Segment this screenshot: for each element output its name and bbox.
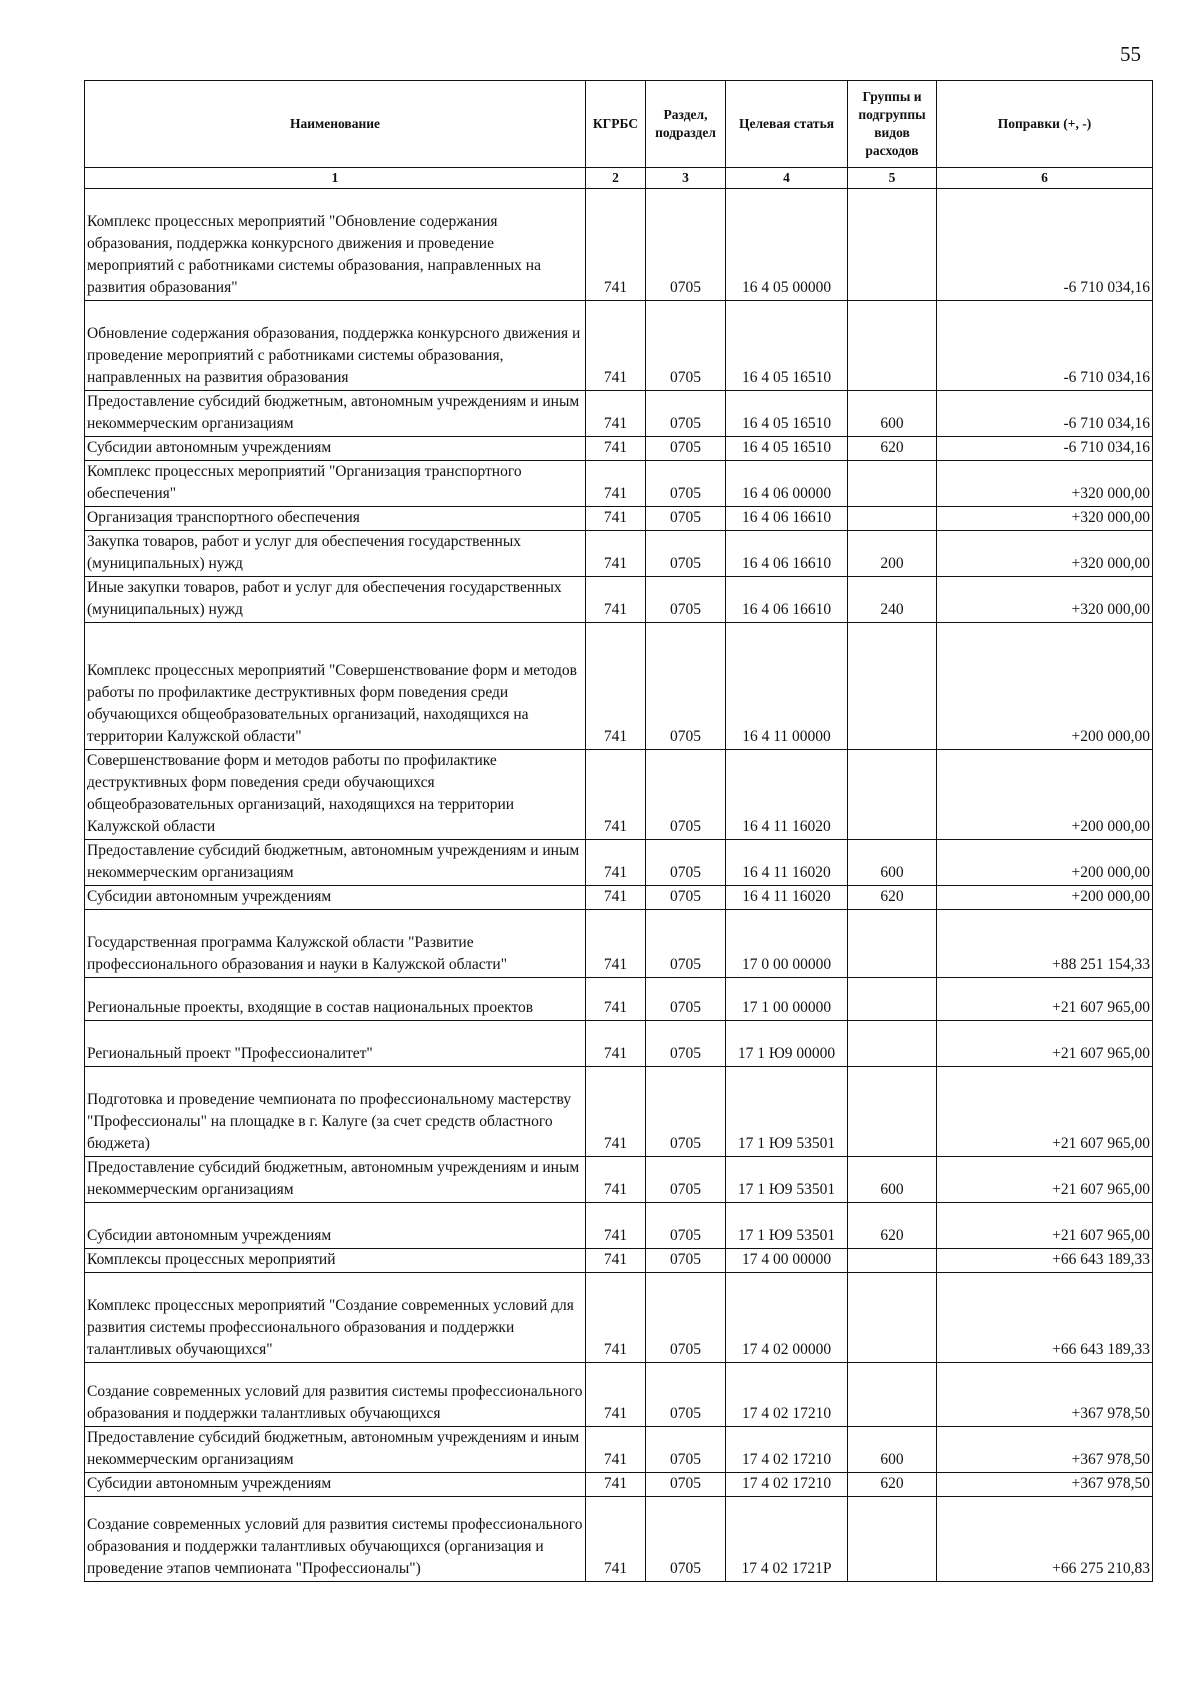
row-target-article: 16 4 11 00000 bbox=[726, 623, 848, 750]
table-row bbox=[85, 1363, 1153, 1427]
row-expense-group bbox=[848, 1249, 937, 1273]
row-kgrbs: 741 bbox=[586, 750, 646, 840]
row-kgrbs: 741 bbox=[586, 910, 646, 978]
row-section: 0705 bbox=[646, 750, 726, 840]
row-amendment-amount: +21 607 965,00 bbox=[937, 1203, 1153, 1249]
table-row bbox=[85, 577, 1153, 623]
row-kgrbs: 741 bbox=[586, 886, 646, 910]
row-name: Подготовка и проведение чемпионата по профессиональному мастерству "Профессионалы" на площадке в г. Калуге (за счет средств областного бюджета) bbox=[85, 1067, 586, 1157]
row-kgrbs: 741 bbox=[586, 437, 646, 461]
row-kgrbs: 741 bbox=[586, 1249, 646, 1273]
row-name: Предоставление субсидий бюджетным, автономным учреждениям и иным некоммерческим организациям bbox=[85, 1157, 586, 1203]
row-section: 0705 bbox=[646, 1157, 726, 1203]
row-expense-group bbox=[848, 301, 937, 391]
row-kgrbs: 741 bbox=[586, 978, 646, 1021]
row-amendment-amount: +320 000,00 bbox=[937, 461, 1153, 507]
row-name: Предоставление субсидий бюджетным, автономным учреждениям и иным некоммерческим организациям bbox=[85, 391, 586, 437]
row-kgrbs: 741 bbox=[586, 1067, 646, 1157]
row-section: 0705 bbox=[646, 1427, 726, 1473]
row-expense-group bbox=[848, 1363, 937, 1427]
row-section: 0705 bbox=[646, 461, 726, 507]
header-target: Целевая статья bbox=[726, 81, 848, 168]
row-name: Создание современных условий для развития системы профессионального образования и поддержки талантливых обучающихся bbox=[85, 1363, 586, 1427]
row-expense-group bbox=[848, 750, 937, 840]
table-row bbox=[85, 978, 1153, 1021]
row-amendment-amount: +88 251 154,33 bbox=[937, 910, 1153, 978]
row-target-article: 17 4 02 17210 bbox=[726, 1427, 848, 1473]
row-amendment-amount: +66 643 189,33 bbox=[937, 1273, 1153, 1363]
row-name: Комплекс процессных мероприятий "Обновление содержания образования, поддержка конкурсного движения и проведение мероприятий с работниками системы образования, направленных на развития образования" bbox=[85, 189, 586, 301]
header-groups: Группы и подгруппы видов расходов bbox=[848, 81, 937, 168]
row-amendment-amount: +367 978,50 bbox=[937, 1473, 1153, 1497]
row-kgrbs: 741 bbox=[586, 1021, 646, 1067]
row-expense-group bbox=[848, 1497, 937, 1582]
row-name: Организация транспортного обеспечения bbox=[85, 507, 586, 531]
header-kgrbs: КГРБС bbox=[586, 81, 646, 168]
row-section: 0705 bbox=[646, 910, 726, 978]
row-amendment-amount: -6 710 034,16 bbox=[937, 437, 1153, 461]
table-row bbox=[85, 910, 1153, 978]
row-section: 0705 bbox=[646, 1249, 726, 1273]
row-target-article: 17 1 Ю9 53501 bbox=[726, 1067, 848, 1157]
row-amendment-amount: +320 000,00 bbox=[937, 531, 1153, 577]
row-target-article: 17 4 02 17210 bbox=[726, 1363, 848, 1427]
table-row bbox=[85, 840, 1153, 886]
column-number: 2 bbox=[586, 168, 646, 189]
table-row bbox=[85, 437, 1153, 461]
row-amendment-amount: +66 643 189,33 bbox=[937, 1249, 1153, 1273]
row-amendment-amount: +200 000,00 bbox=[937, 623, 1153, 750]
row-target-article: 17 0 00 00000 bbox=[726, 910, 848, 978]
row-section: 0705 bbox=[646, 1363, 726, 1427]
row-kgrbs: 741 bbox=[586, 1363, 646, 1427]
row-target-article: 16 4 11 16020 bbox=[726, 840, 848, 886]
row-expense-group: 600 bbox=[848, 1427, 937, 1473]
row-amendment-amount: +200 000,00 bbox=[937, 886, 1153, 910]
row-expense-group: 240 bbox=[848, 577, 937, 623]
header-section: Раздел, подраздел bbox=[646, 81, 726, 168]
row-kgrbs: 741 bbox=[586, 391, 646, 437]
row-amendment-amount: +200 000,00 bbox=[937, 840, 1153, 886]
row-expense-group: 600 bbox=[848, 391, 937, 437]
row-target-article: 16 4 05 00000 bbox=[726, 189, 848, 301]
row-kgrbs: 741 bbox=[586, 1427, 646, 1473]
row-expense-group bbox=[848, 910, 937, 978]
row-name: Иные закупки товаров, работ и услуг для обеспечения государственных (муниципальных) нужд bbox=[85, 577, 586, 623]
row-target-article: 16 4 06 16610 bbox=[726, 507, 848, 531]
row-amendment-amount: +320 000,00 bbox=[937, 507, 1153, 531]
row-target-article: 16 4 06 00000 bbox=[726, 461, 848, 507]
row-amendment-amount: +21 607 965,00 bbox=[937, 1021, 1153, 1067]
row-target-article: 16 4 05 16510 bbox=[726, 391, 848, 437]
table-row bbox=[85, 1249, 1153, 1273]
row-target-article: 16 4 05 16510 bbox=[726, 301, 848, 391]
row-section: 0705 bbox=[646, 437, 726, 461]
row-amendment-amount: +21 607 965,00 bbox=[937, 1067, 1153, 1157]
row-expense-group: 620 bbox=[848, 437, 937, 461]
row-expense-group: 200 bbox=[848, 531, 937, 577]
row-amendment-amount: -6 710 034,16 bbox=[937, 391, 1153, 437]
page-number: 55 bbox=[1120, 42, 1141, 66]
row-expense-group: 620 bbox=[848, 1473, 937, 1497]
row-name: Обновление содержания образования, поддержка конкурсного движения и проведение мероприятий с работниками системы образования, направленных на развития образования bbox=[85, 301, 586, 391]
row-name: Субсидии автономным учреждениям bbox=[85, 1473, 586, 1497]
row-section: 0705 bbox=[646, 886, 726, 910]
table-row bbox=[85, 886, 1153, 910]
row-name: Создание современных условий для развития системы профессионального образования и поддержки талантливых обучающихся (организация и проведение этапов чемпионата "Профессионалы") bbox=[85, 1497, 586, 1582]
row-amendment-amount: +66 275 210,83 bbox=[937, 1497, 1153, 1582]
row-name: Комплексы процессных мероприятий bbox=[85, 1249, 586, 1273]
table-row bbox=[85, 301, 1153, 391]
row-expense-group bbox=[848, 507, 937, 531]
column-number: 5 bbox=[848, 168, 937, 189]
row-expense-group: 600 bbox=[848, 840, 937, 886]
row-kgrbs: 741 bbox=[586, 623, 646, 750]
row-name: Комплекс процессных мероприятий "Создание современных условий для развития системы профессионального образования и поддержки талантливых обучающихся" bbox=[85, 1273, 586, 1363]
row-kgrbs: 741 bbox=[586, 1473, 646, 1497]
row-section: 0705 bbox=[646, 1021, 726, 1067]
column-number: 4 bbox=[726, 168, 848, 189]
row-amendment-amount: -6 710 034,16 bbox=[937, 189, 1153, 301]
row-section: 0705 bbox=[646, 1067, 726, 1157]
row-name: Государственная программа Калужской области "Развитие профессионального образования и науки в Калужской области" bbox=[85, 910, 586, 978]
row-kgrbs: 741 bbox=[586, 507, 646, 531]
row-name: Предоставление субсидий бюджетным, автономным учреждениям и иным некоммерческим организациям bbox=[85, 840, 586, 886]
row-name: Закупка товаров, работ и услуг для обеспечения государственных (муниципальных) нужд bbox=[85, 531, 586, 577]
table-row bbox=[85, 461, 1153, 507]
row-expense-group bbox=[848, 189, 937, 301]
row-kgrbs: 741 bbox=[586, 301, 646, 391]
row-amendment-amount: +200 000,00 bbox=[937, 750, 1153, 840]
table-row bbox=[85, 1067, 1153, 1157]
column-number-row bbox=[85, 168, 1153, 189]
row-name: Предоставление субсидий бюджетным, автономным учреждениям и иным некоммерческим организациям bbox=[85, 1427, 586, 1473]
column-number: 3 bbox=[646, 168, 726, 189]
row-kgrbs: 741 bbox=[586, 1497, 646, 1582]
row-section: 0705 bbox=[646, 189, 726, 301]
row-target-article: 17 1 00 00000 bbox=[726, 978, 848, 1021]
row-expense-group bbox=[848, 1273, 937, 1363]
row-amendment-amount: +367 978,50 bbox=[937, 1427, 1153, 1473]
row-name: Региональный проект "Профессионалитет" bbox=[85, 1021, 586, 1067]
row-name: Комплекс процессных мероприятий "Совершенствование форм и методов работы по профилактике деструктивных форм поведения среди обучающихся общеобразовательных организаций, находящихся на территории Калужской области" bbox=[85, 623, 586, 750]
row-section: 0705 bbox=[646, 1203, 726, 1249]
row-section: 0705 bbox=[646, 301, 726, 391]
row-name: Совершенствование форм и методов работы по профилактике деструктивных форм поведения среди обучающихся общеобразовательных организаций, находящихся на территории Калужской области bbox=[85, 750, 586, 840]
row-amendment-amount: +21 607 965,00 bbox=[937, 978, 1153, 1021]
row-kgrbs: 741 bbox=[586, 461, 646, 507]
table-row bbox=[85, 189, 1153, 301]
budget-amendments-table bbox=[84, 80, 1153, 1582]
row-target-article: 17 4 02 00000 bbox=[726, 1273, 848, 1363]
row-expense-group bbox=[848, 623, 937, 750]
row-target-article: 17 4 00 00000 bbox=[726, 1249, 848, 1273]
row-name: Субсидии автономным учреждениям bbox=[85, 886, 586, 910]
row-section: 0705 bbox=[646, 531, 726, 577]
row-kgrbs: 741 bbox=[586, 189, 646, 301]
row-name: Региональные проекты, входящие в состав национальных проектов bbox=[85, 978, 586, 1021]
row-target-article: 16 4 05 16510 bbox=[726, 437, 848, 461]
row-kgrbs: 741 bbox=[586, 1157, 646, 1203]
row-section: 0705 bbox=[646, 391, 726, 437]
row-target-article: 17 1 Ю9 00000 bbox=[726, 1021, 848, 1067]
header-amendments: Поправки (+, -) bbox=[937, 81, 1153, 168]
row-expense-group: 600 bbox=[848, 1157, 937, 1203]
row-amendment-amount: +21 607 965,00 bbox=[937, 1157, 1153, 1203]
table-row bbox=[85, 1427, 1153, 1473]
row-name: Комплекс процессных мероприятий "Организация транспортного обеспечения" bbox=[85, 461, 586, 507]
table-row bbox=[85, 1273, 1153, 1363]
table-row bbox=[85, 623, 1153, 750]
row-name: Субсидии автономным учреждениям bbox=[85, 1203, 586, 1249]
row-kgrbs: 741 bbox=[586, 577, 646, 623]
table-row bbox=[85, 531, 1153, 577]
row-expense-group bbox=[848, 1021, 937, 1067]
row-target-article: 16 4 06 16610 bbox=[726, 577, 848, 623]
row-kgrbs: 741 bbox=[586, 1203, 646, 1249]
row-section: 0705 bbox=[646, 1273, 726, 1363]
column-number: 1 bbox=[85, 168, 586, 189]
table-row bbox=[85, 1021, 1153, 1067]
row-expense-group bbox=[848, 1067, 937, 1157]
row-section: 0705 bbox=[646, 840, 726, 886]
column-number: 6 bbox=[937, 168, 1153, 189]
row-target-article: 17 1 Ю9 53501 bbox=[726, 1157, 848, 1203]
row-amendment-amount: +320 000,00 bbox=[937, 577, 1153, 623]
row-target-article: 17 4 02 17210 bbox=[726, 1473, 848, 1497]
row-target-article: 17 1 Ю9 53501 bbox=[726, 1203, 848, 1249]
header-name: Наименование bbox=[85, 81, 586, 168]
row-section: 0705 bbox=[646, 577, 726, 623]
row-section: 0705 bbox=[646, 1497, 726, 1582]
row-amendment-amount: -6 710 034,16 bbox=[937, 301, 1153, 391]
row-section: 0705 bbox=[646, 507, 726, 531]
row-kgrbs: 741 bbox=[586, 1273, 646, 1363]
row-expense-group: 620 bbox=[848, 886, 937, 910]
row-name: Субсидии автономным учреждениям bbox=[85, 437, 586, 461]
row-kgrbs: 741 bbox=[586, 531, 646, 577]
row-section: 0705 bbox=[646, 623, 726, 750]
row-expense-group bbox=[848, 978, 937, 1021]
row-expense-group bbox=[848, 461, 937, 507]
header-row bbox=[85, 81, 1153, 168]
row-amendment-amount: +367 978,50 bbox=[937, 1363, 1153, 1427]
table-row bbox=[85, 750, 1153, 840]
row-target-article: 17 4 02 1721Р bbox=[726, 1497, 848, 1582]
row-target-article: 16 4 06 16610 bbox=[726, 531, 848, 577]
row-kgrbs: 741 bbox=[586, 840, 646, 886]
row-section: 0705 bbox=[646, 978, 726, 1021]
table-row bbox=[85, 1473, 1153, 1497]
row-target-article: 16 4 11 16020 bbox=[726, 750, 848, 840]
table-row bbox=[85, 507, 1153, 531]
table-row bbox=[85, 391, 1153, 437]
row-target-article: 16 4 11 16020 bbox=[726, 886, 848, 910]
table-row bbox=[85, 1203, 1153, 1249]
row-expense-group: 620 bbox=[848, 1203, 937, 1249]
table-row bbox=[85, 1497, 1153, 1582]
row-section: 0705 bbox=[646, 1473, 726, 1497]
table-row bbox=[85, 1157, 1153, 1203]
